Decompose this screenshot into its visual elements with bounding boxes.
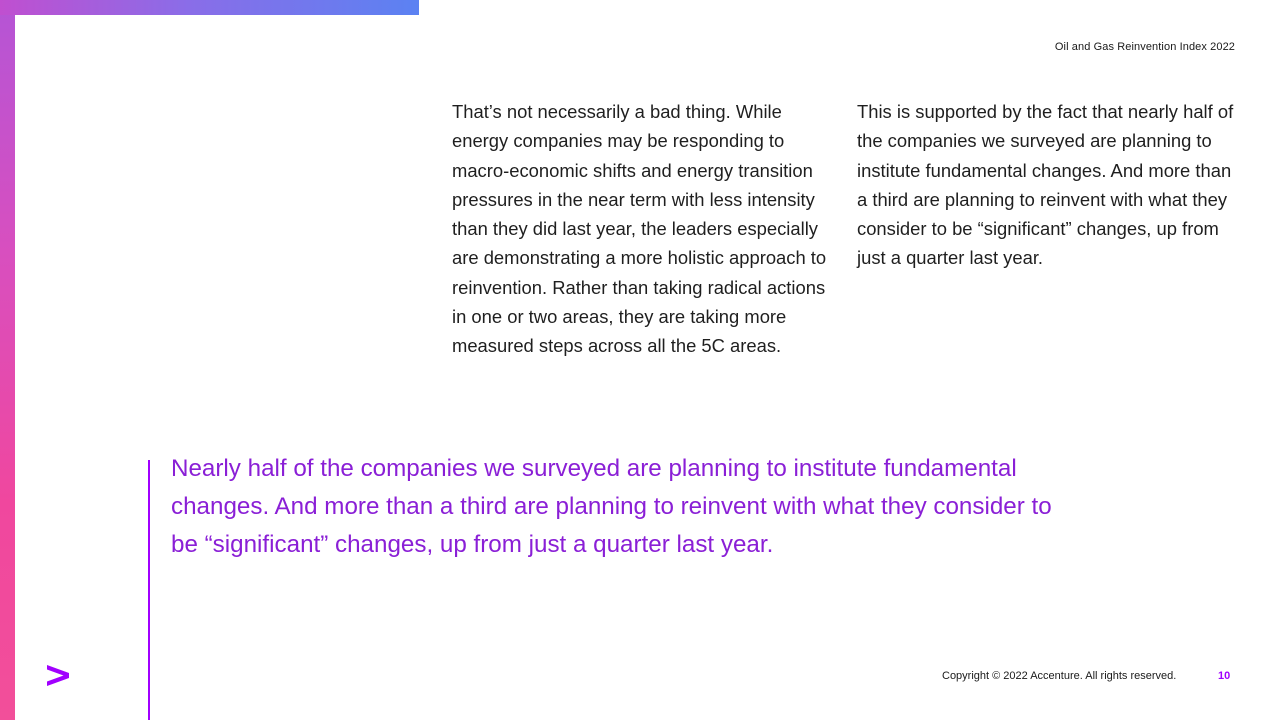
pull-quote-rule bbox=[148, 460, 150, 720]
accenture-chevron-icon bbox=[45, 662, 71, 688]
body-paragraph-right: This is supported by the fact that nearly half of the companies we surveyed are planning to institute fundamental changes. And more than a third are planning to reinvent with what they consider to be “significant” changes, up from just a quarter last year. bbox=[857, 101, 1234, 269]
top-gradient-bar bbox=[0, 0, 419, 15]
copyright-notice: Copyright © 2022 Accenture. All rights reserved. bbox=[942, 670, 1177, 682]
left-gradient-stripe bbox=[0, 0, 15, 720]
body-paragraph-left: That’s not necessarily a bad thing. While energy companies may be responding to macro-economic shifts and energy transition pressures in the near term with less intensity than they did last year, the leaders especially are demonstrating a more holistic approach to reinvention. Rather than taking radical actions in one or two areas, they are taking more measured steps across all the 5C areas. bbox=[452, 101, 827, 357]
pull-quote: Nearly half of the companies we surveyed are planning to institute fundamental changes. And more than a third are planning to reinvent with what they consider to be “significant” changes, up from just a quarter last year. bbox=[171, 455, 1052, 558]
report-title: Oil and Gas Reinvention Index 2022 bbox=[1054, 41, 1235, 53]
page-number: 10 bbox=[1218, 670, 1231, 682]
